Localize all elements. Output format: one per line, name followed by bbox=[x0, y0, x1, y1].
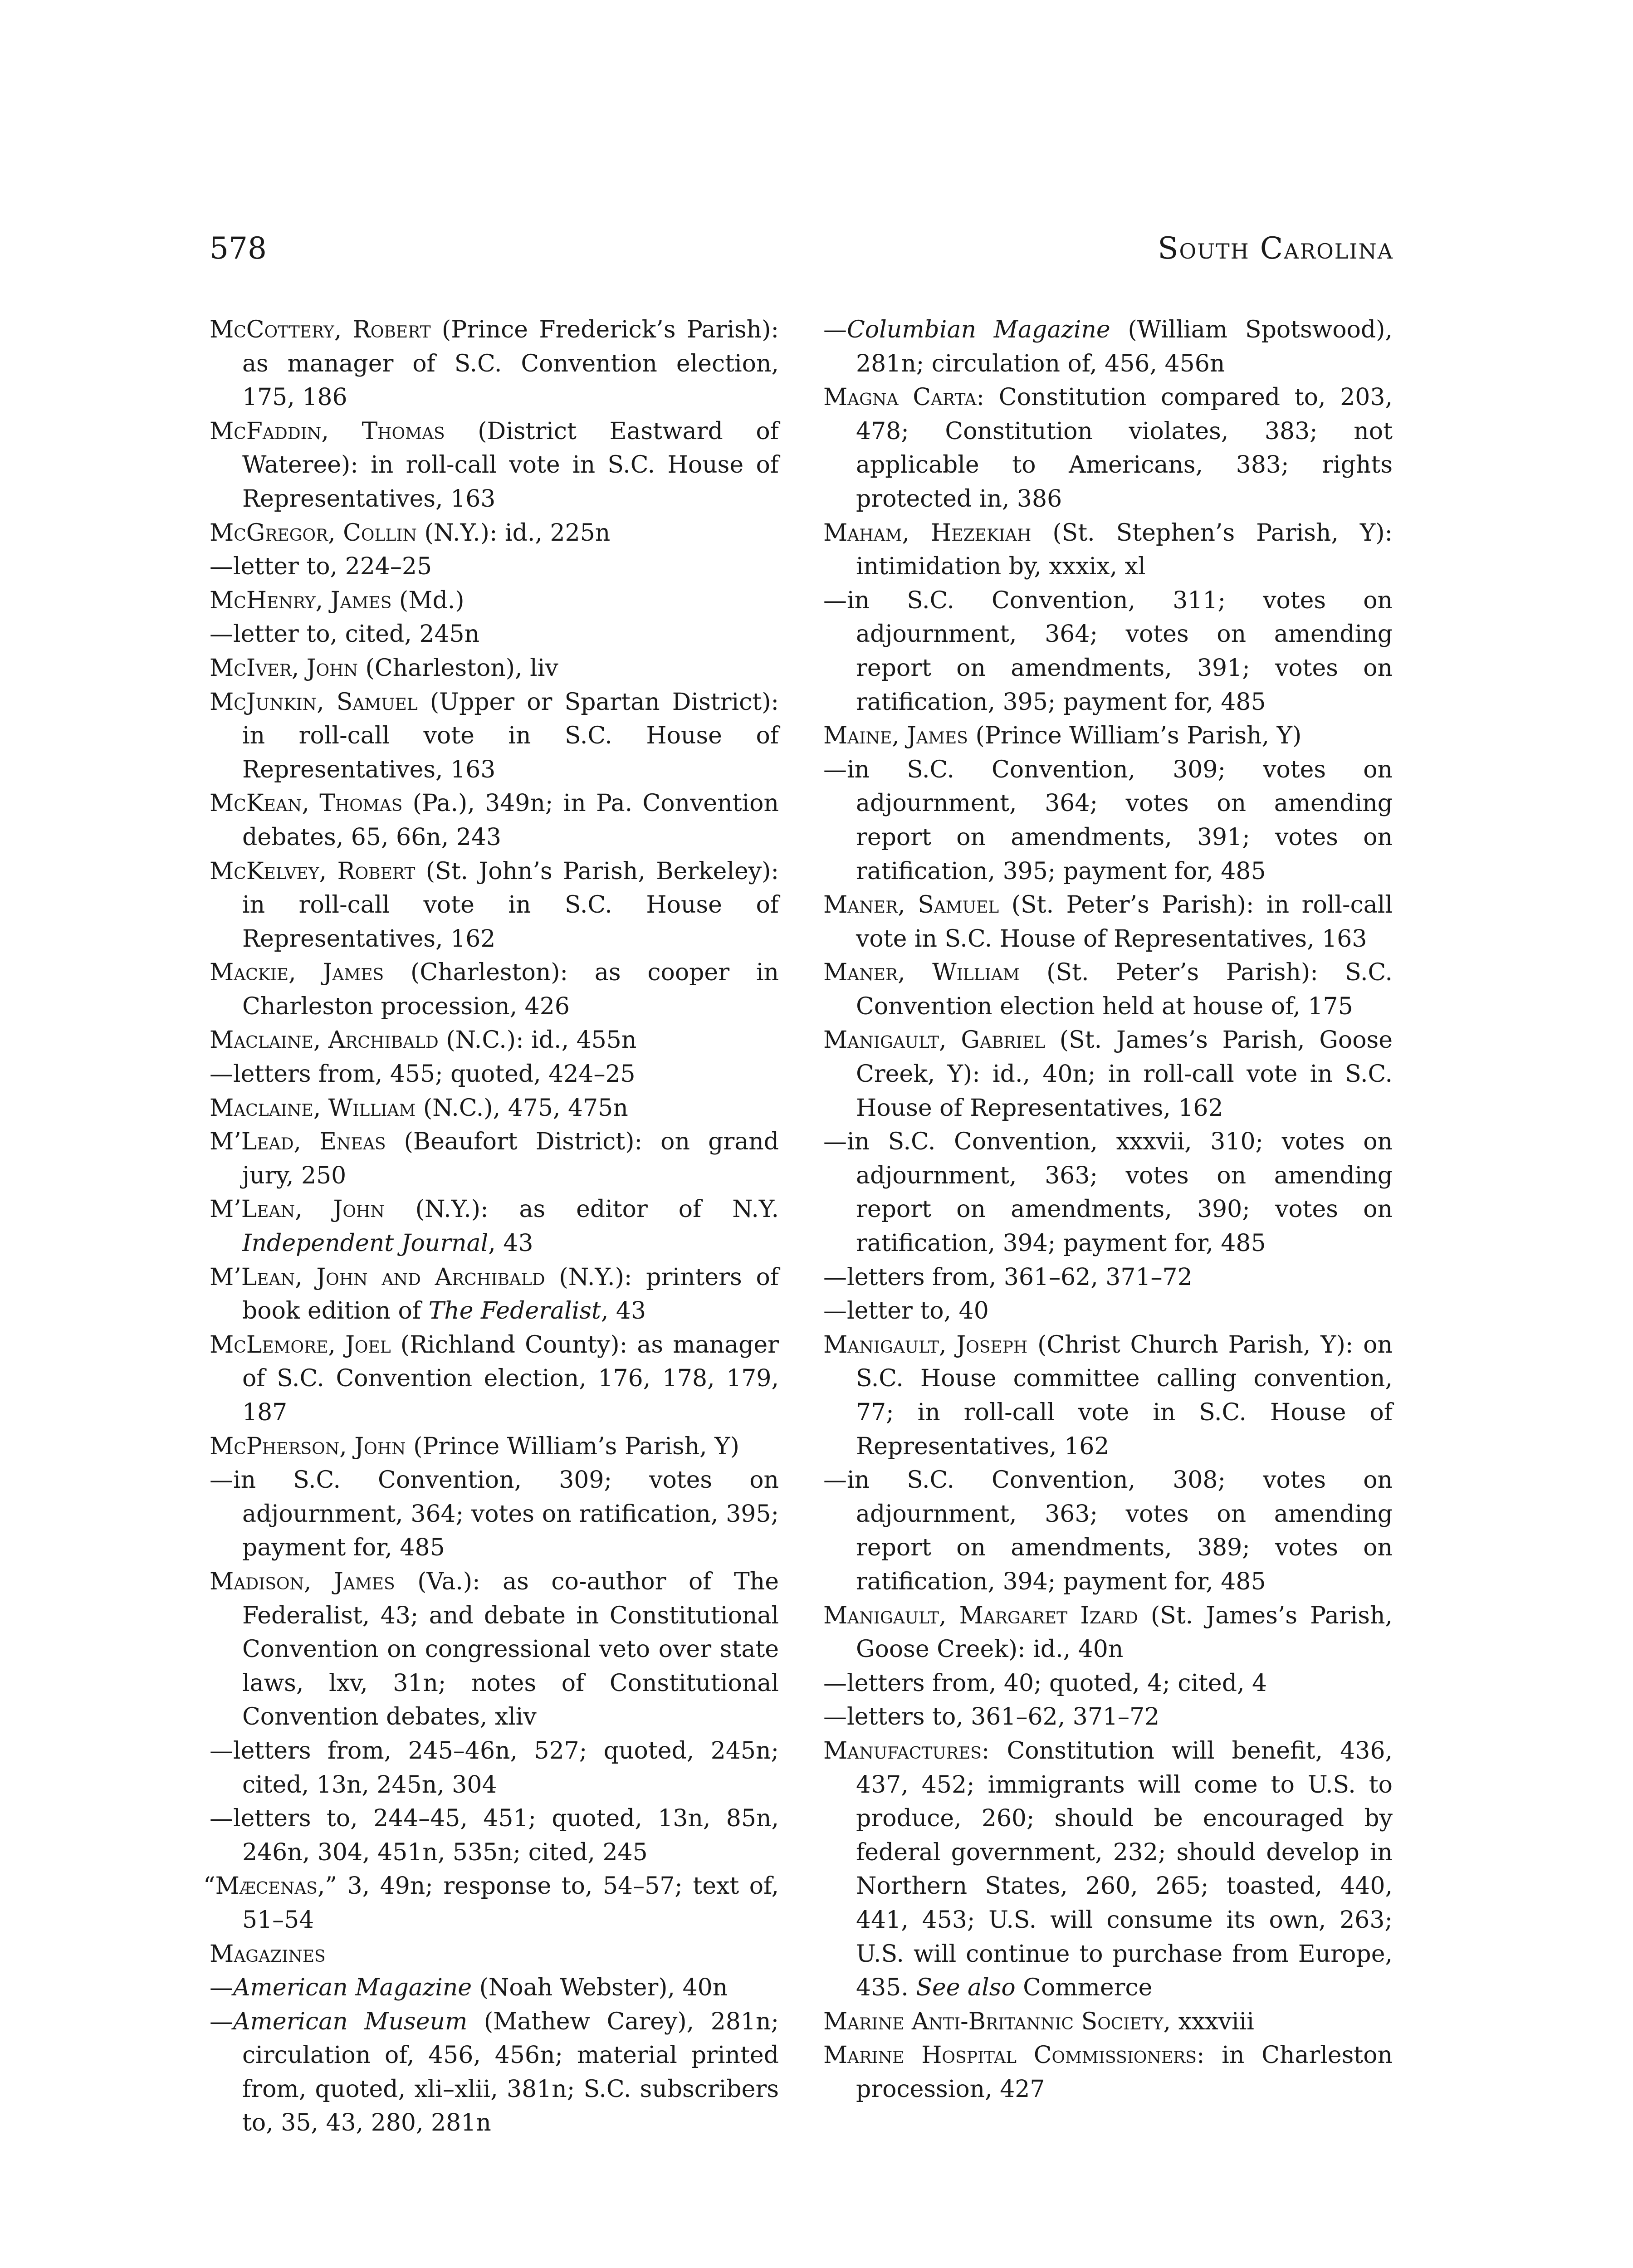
entry-heading: Manigault, Margaret Izard bbox=[823, 1602, 1138, 1629]
index-column-right bbox=[823, 313, 1393, 2106]
entry-text: (Va.): as co-author of The Federalist, 43; and debate in Constitutional Convention on congressional veto over state laws, lxv, 31n; notes of Constitutional Convention debates, xliv bbox=[242, 1568, 779, 1731]
entry-text: (Richland County): as manager of S.C. Convention election, 176, 178, 179, 187 bbox=[242, 1331, 779, 1426]
entry-italic: The Federalist bbox=[428, 1297, 601, 1325]
index-subentry bbox=[210, 550, 779, 584]
index-subentry bbox=[823, 1294, 1393, 1328]
entry-heading: Manigault, Gabriel bbox=[823, 1026, 1045, 1054]
index-entry bbox=[823, 888, 1393, 956]
entry-italic: American Museum bbox=[233, 2008, 468, 2035]
entry-italic: Independent Journal bbox=[242, 1230, 489, 1257]
entry-text: —letters from, 361–62, 371–72 bbox=[823, 1263, 1193, 1291]
index-entry bbox=[210, 1193, 779, 1260]
entry-text: —letter to, cited, 245n bbox=[210, 621, 480, 648]
entry-text: (St. James’s Parish, Goose Creek, Y): id., 40n; in roll-call vote in S.C. House of Representatives, 162 bbox=[856, 1026, 1393, 1122]
entry-italic: See also bbox=[916, 1974, 1016, 2002]
entry-heading: M’Lean, John bbox=[210, 1196, 385, 1223]
index-entry bbox=[210, 415, 779, 516]
index-subentry bbox=[823, 1125, 1393, 1260]
entry-text: (N.Y.): id., 225n bbox=[416, 519, 611, 547]
entry-heading: McHenry, James bbox=[210, 587, 392, 614]
entry-heading: “Mæcenas,” bbox=[203, 1872, 337, 1900]
index-subentry bbox=[823, 1261, 1393, 1295]
index-entry bbox=[823, 1023, 1393, 1125]
entry-text: (Charleston): as cooper in Charleston procession, 426 bbox=[242, 959, 779, 1020]
entry-text: (N.Y.): printers of book edition of bbox=[242, 1263, 779, 1325]
entry-heading: McIver, John bbox=[210, 654, 358, 682]
entry-heading: Magazines bbox=[210, 1940, 326, 1968]
index-entry bbox=[210, 685, 779, 787]
index-entry bbox=[823, 2005, 1393, 2039]
entry-italic: American Magazine bbox=[233, 1974, 472, 2002]
entry-tail: , 43 bbox=[601, 1297, 646, 1325]
index-entry bbox=[823, 956, 1393, 1023]
index-subentry bbox=[210, 2005, 779, 2140]
entry-heading: McKelvey, Robert bbox=[210, 857, 416, 885]
entry-text: (St. James’s Parish, Goose Creek): id., 40n bbox=[856, 1602, 1393, 1663]
index-entry bbox=[210, 956, 779, 1023]
page-header bbox=[210, 221, 1393, 276]
index-subentry bbox=[823, 584, 1393, 719]
index-subentry bbox=[823, 1667, 1393, 1701]
entry-heading: Manigault, Joseph bbox=[823, 1331, 1028, 1359]
index-column-left bbox=[203, 313, 779, 2140]
entry-tail: (William Spotswood), 281n; circulation of, 456, 456n bbox=[856, 316, 1393, 377]
entry-heading: Madison, James bbox=[210, 1568, 395, 1595]
index-entry bbox=[210, 1125, 779, 1193]
entry-text: —letters to, 361–62, 371–72 bbox=[823, 1703, 1160, 1731]
index-subentry bbox=[210, 1463, 779, 1565]
index-entry bbox=[210, 1937, 779, 1971]
entry-heading: Marine Hospital Commissioners bbox=[823, 2042, 1197, 2069]
index-entry bbox=[210, 1261, 779, 1328]
entry-heading: Manufactures bbox=[823, 1737, 982, 1765]
entry-text: (Charleston), liv bbox=[358, 654, 558, 682]
entry-dash: — bbox=[823, 316, 847, 343]
entry-text: : in Charleston procession, 427 bbox=[856, 2042, 1393, 2103]
index-entry bbox=[823, 1328, 1393, 1463]
entry-heading: McKean, Thomas bbox=[210, 790, 403, 817]
entry-heading: McFaddin, Thomas bbox=[210, 417, 445, 445]
index-subentry bbox=[823, 313, 1393, 381]
index-entry bbox=[210, 1023, 779, 1057]
entry-heading: McPherson, John bbox=[210, 1432, 406, 1460]
index-subentry bbox=[210, 1734, 779, 1802]
index-entry bbox=[210, 313, 779, 415]
index-entry bbox=[823, 1599, 1393, 1667]
entry-heading: M’Lead, Eneas bbox=[210, 1128, 386, 1156]
entry-tail: , 43 bbox=[488, 1230, 533, 1257]
entry-text: —letters from, 40; quoted, 4; cited, 4 bbox=[823, 1669, 1267, 1697]
entry-text: , xxxviii bbox=[1163, 2008, 1254, 2035]
index-entry bbox=[823, 516, 1393, 584]
entry-heading: Maclaine, William bbox=[210, 1094, 416, 1122]
entry-text: —letter to, 224–25 bbox=[210, 553, 432, 581]
running-head: South Carolina bbox=[1158, 231, 1393, 266]
index-entry bbox=[210, 855, 779, 956]
entry-text: (St. John’s Parish, Berkeley): in roll-call vote in S.C. House of Representatives, 162 bbox=[242, 857, 779, 953]
entry-heading: Maham, Hezekiah bbox=[823, 519, 1032, 547]
entry-text: : Constitution compared to, 203, 478; Constitution violates, 383; not applicable to Americans, 383; rights protected in, 386 bbox=[856, 384, 1393, 513]
entry-text: (Md.) bbox=[391, 587, 464, 614]
entry-text: —in S.C. Convention, 309; votes on adjournment, 364; votes on amending report on amendments, 391; votes on ratification, 395; payment for, 485 bbox=[823, 756, 1393, 885]
entry-text: —letters from, 455; quoted, 424–25 bbox=[210, 1061, 636, 1088]
index-entry bbox=[823, 719, 1393, 753]
entry-text: (St. Stephen’s Parish, Y): intimidation by, xxxix, xl bbox=[856, 519, 1393, 581]
entry-heading: Maner, Samuel bbox=[823, 891, 999, 919]
index-entry bbox=[210, 1328, 779, 1430]
entry-dash: — bbox=[210, 1974, 233, 2002]
entry-heading: Maclaine, Archibald bbox=[210, 1026, 439, 1054]
entry-dash: — bbox=[210, 2008, 233, 2035]
index-subentry bbox=[210, 1057, 779, 1091]
entry-tail: Commerce bbox=[1015, 1974, 1153, 2002]
entry-tail: (Mathew Carey), 281n; circulation of, 456, 456n; material printed from, quoted, xli–xlii, 381n; S.C. subscribers to, 35, 43, 280, 281n bbox=[242, 2008, 779, 2137]
entry-text: —letters from, 245–46n, 527; quoted, 245n; cited, 13n, 245n, 304 bbox=[210, 1737, 779, 1799]
entry-heading: Marine Anti-Britannic Society bbox=[823, 2008, 1164, 2035]
entry-text: : Constitution will benefit, 436, 437, 452; immigrants will come to U.S. to produce, 260; should be encouraged by federal government, 232; should develop in Northern States, 260, 265; toasted, 440, 441, 453; U.S. will consume its own, 263; U.S. will continue to purchase from Europe, 435. bbox=[856, 1737, 1393, 2002]
entry-text: (N.C.), 475, 475n bbox=[416, 1094, 628, 1122]
index-subentry bbox=[823, 753, 1393, 888]
index-subentry bbox=[823, 1463, 1393, 1598]
index-entry bbox=[210, 1091, 779, 1125]
entry-text: (Upper or Spartan District): in roll-call vote in S.C. House of Representatives, 163 bbox=[242, 688, 779, 783]
index-entry bbox=[210, 1565, 779, 1734]
entry-heading: McGregor, Collin bbox=[210, 519, 417, 547]
entry-text: —in S.C. Convention, 311; votes on adjournment, 364; votes on amending report on amendments, 391; votes on ratification, 395; payment for, 485 bbox=[823, 587, 1393, 716]
entry-text: (Pa.), 349n; in Pa. Convention debates, 65, 66n, 243 bbox=[242, 790, 779, 851]
index-entry bbox=[210, 584, 779, 618]
index-subentry bbox=[210, 1971, 779, 2005]
entry-text: (Christ Church Parish, Y): on S.C. House committee calling convention, 77; in roll-call vote in S.C. House of Representatives, 162 bbox=[856, 1331, 1393, 1460]
entry-tail: (Noah Webster), 40n bbox=[472, 1974, 728, 2002]
entry-heading: Magna Carta bbox=[823, 384, 977, 411]
entry-text: (Prince Frederick’s Parish): as manager of S.C. Convention election, 175, 186 bbox=[242, 316, 779, 411]
index-entry bbox=[210, 787, 779, 854]
index-entry bbox=[823, 381, 1393, 516]
entry-text: (District Eastward of Wateree): in roll-call vote in S.C. House of Representatives, 163 bbox=[242, 417, 779, 513]
index-entry bbox=[823, 1734, 1393, 2005]
entry-text: 3, 49n; response to, 54–57; text of, 51–54 bbox=[242, 1872, 779, 1934]
index-subentry bbox=[823, 1700, 1393, 1734]
entry-heading: M’Lean, John and Archibald bbox=[210, 1263, 545, 1291]
index-subentry bbox=[210, 1802, 779, 1869]
entry-text: (St. Peter’s Parish): in roll-call vote in S.C. House of Representatives, 163 bbox=[856, 891, 1393, 953]
entry-heading: McLemore, Joel bbox=[210, 1331, 391, 1359]
entry-heading: Maine, James bbox=[823, 722, 968, 750]
index-subentry bbox=[210, 617, 779, 651]
entry-text: —in S.C. Convention, xxxvii, 310; votes on adjournment, 363; votes on amending report on amendments, 390; votes on ratification, 394; payment for, 485 bbox=[823, 1128, 1393, 1257]
index-entry bbox=[210, 651, 779, 685]
entry-text: —letters to, 244–45, 451; quoted, 13n, 85n, 246n, 304, 451n, 535n; cited, 245 bbox=[210, 1805, 779, 1866]
entry-heading: McCottery, Robert bbox=[210, 316, 431, 343]
entry-text: (N.C.): id., 455n bbox=[438, 1026, 637, 1054]
index-entry bbox=[210, 1430, 779, 1464]
entry-heading: McJunkin, Samuel bbox=[210, 688, 418, 716]
index-entry bbox=[203, 1869, 779, 1937]
index-entry bbox=[823, 2038, 1393, 2106]
entry-heading: Mackie, James bbox=[210, 959, 384, 987]
entry-italic: Columbian Magazine bbox=[847, 316, 1110, 343]
entry-text: —in S.C. Convention, 309; votes on adjournment, 364; votes on ratification, 395; payment for, 485 bbox=[210, 1466, 779, 1562]
page-number: 578 bbox=[210, 231, 267, 266]
entry-text: —in S.C. Convention, 308; votes on adjournment, 363; votes on amending report on amendments, 389; votes on ratification, 394; payment for, 485 bbox=[823, 1466, 1393, 1595]
index-entry bbox=[210, 516, 779, 550]
entry-text: —letter to, 40 bbox=[823, 1297, 989, 1325]
entry-text: (St. Peter’s Parish): S.C. Convention election held at house of, 175 bbox=[856, 959, 1393, 1020]
entry-text: (N.Y.): as editor of N.Y. bbox=[384, 1196, 779, 1223]
entry-heading: Maner, William bbox=[823, 959, 1020, 987]
entry-text: (Beaufort District): on grand jury, 250 bbox=[242, 1128, 779, 1189]
entry-text: (Prince William’s Parish, Y) bbox=[406, 1432, 739, 1460]
entry-text: (Prince William’s Parish, Y) bbox=[968, 722, 1302, 750]
